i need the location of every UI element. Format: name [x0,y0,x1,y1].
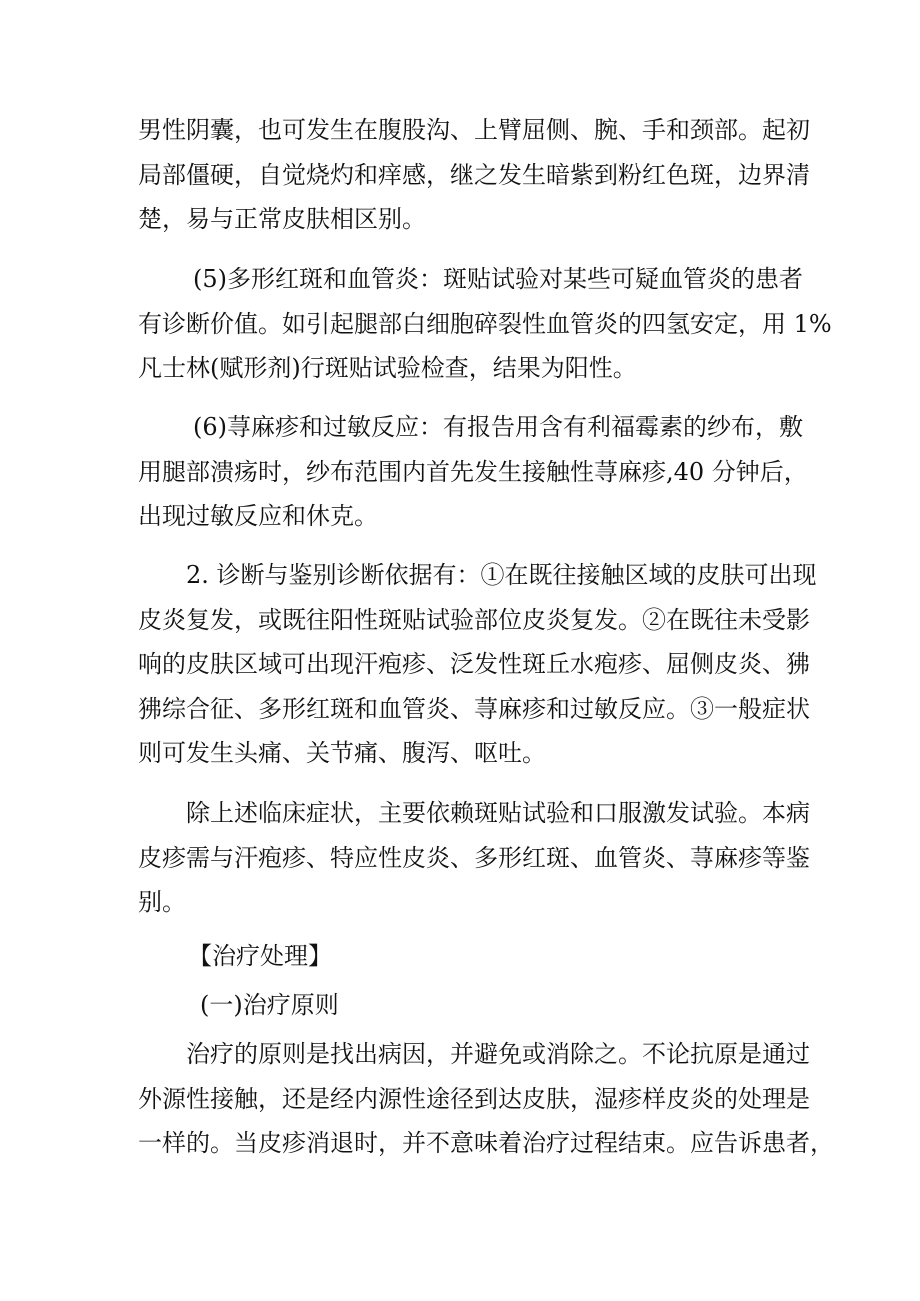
paragraph-treatment-principle [138,1032,834,1166]
text-line: 楚，易与正常皮肤相区别。 [138,205,426,233]
text-line: (5)多形红斑和血管炎：斑贴试验对某些可疑血管炎的患者 [193,265,803,293]
text-line: 治疗的原则是找出病因，并避免或消除之。不论抗原是通过 [186,1040,810,1068]
text-line: 皮炎复发，或既往阳性斑贴试验部位皮炎复发。②在既往未受影 [138,605,810,634]
text-line: 2. 诊断与鉴别诊断依据有：①在既往接触区域的皮肤可出现 [186,561,817,589]
text-line: 出现过敏反应和休克。 [138,502,378,530]
paragraph-continuation [138,108,810,242]
subsection-heading-principle: (一)治疗原则 [200,991,339,1019]
text-line: 一样的。当皮疹消退时，并不意味着治疗过程结束。应告诉患者， [138,1129,834,1157]
text-line: 男性阴囊，也可发生在腹股沟、上臂屈侧、腕、手和颈部。起初 [138,116,810,144]
paragraph-item-5 [138,257,832,391]
text-line: 皮疹需与汗疱疹、特应性皮炎、多形红斑、血管炎、荨麻疹等鉴 [138,843,810,872]
text-line: (6)荨麻疹和过敏反应：有报告用含有利福霉素的纱布，敷 [193,413,803,441]
text-line: 则可发生头痛、关节痛、腹泻、呕吐。 [138,739,546,767]
text-line: 用腿部溃疡时，纱布范围内首先发生接触性荨麻疹,40 分钟后， [138,457,808,486]
paragraph-diagnosis [138,553,817,776]
text-line: 有诊断价值。如引起腿部白细胞碎裂性血管炎的四氢安定，用 1% [138,309,832,338]
text-line: 外源性接触，还是经内源性途径到达皮肤，湿疹样皮炎的处理是 [138,1084,810,1113]
text-line: 别。 [138,888,186,916]
paragraph-item-6 [138,405,808,539]
paragraph-differential [138,791,810,925]
text-line: 狒综合征、多形红斑和血管炎、荨麻疹和过敏反应。③一般症状 [138,694,810,723]
text-line: 响的皮肤区域可出现汗疱疹、泛发性斑丘水疱疹、屈侧皮炎、狒 [138,650,810,678]
text-line: 凡士林(赋形剂)行斑贴试验检查，结果为阳性。 [138,354,637,382]
text-line: 局部僵硬，自觉烧灼和痒感，继之发生暗紫到粉红色斑，边界清 [138,160,810,189]
text-line: 除上述临床症状，主要依赖斑贴试验和口服激发试验。本病 [186,799,810,827]
section-heading-treatment: 【治疗处理】 [188,942,332,970]
